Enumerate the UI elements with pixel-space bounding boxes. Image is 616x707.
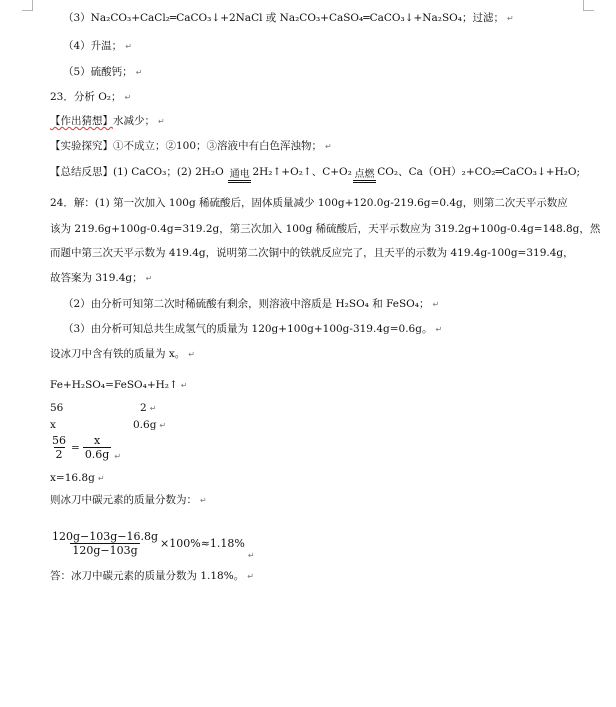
ratio-left: $\frac{56}{2}$ [52,434,66,461]
final-answer: 答：冰刀中碳元素的质量分数为 1.18%。 ↵ [50,570,254,582]
electrolysis-arrow: 通电 [227,170,252,183]
answer-24-part-3: （3）由分析可知总共生成氢气的质量为 120g+100g+100g-319.4g=0.6g。 ↵ [63,323,443,335]
molar-mass-fe: 56 [50,402,64,414]
assumption-line: 设冰刀中含有铁的质量为 x。 ↵ [50,348,195,360]
hydrogen-mass: 0.6g ↵ [133,419,167,431]
answer-24-line-1: 24．解：(1) 第一次加入 100g 稀硫酸后，固体质量减少 100g+120.0g-219.6g=0.4g，则第二次天平示数应 [50,197,568,209]
answer-24-part-2: （2）由分析可知第二次时稀硫酸有剩余，则溶液中溶质是 H₂SO₄ 和 FeSO₄； ↵ [63,298,440,310]
page-corner-mark-right [583,0,594,11]
page-corner-mark-left [22,0,33,11]
unknown-x: x [50,419,56,431]
mass-fraction-intro: 则冰刀中碳元素的质量分数为： ↵ [50,494,207,506]
answer-23-summary: 【总结反思】(1) CaCO₃；(2) 2H₂O 通电 2H₂↑+O₂↑、C+O₂ 点燃 CO₂、Ca（OH）₂+CO₂═CaCO₃↓+H₂O; [50,161,580,183]
answer-24-line-4: 故答案为 319.4g； ↵ [50,272,153,284]
answer-22-3: （3）Na₂CO₃+CaCl₂═CaCO₃↓+2NaCl 或 Na₂CO₃+CaSO₄═CaCO₃↓+Na₂SO₄；过滤； ↵ [63,12,514,24]
answer-22-4: （4）升温； ↵ [63,40,132,52]
fraction: $\frac{120g-103g-16.8g}{120g-103g}$ [52,530,159,557]
answer-23-analysis: 23．分析 O₂； ↵ [50,91,132,103]
carbon-fraction-calc: $\frac{120g-103g-16.8g}{120g-103g}$ ×100%≈1.18% ↵ [52,530,255,560]
reaction-equation: Fe+H₂SO₄=FeSO₄+H₂↑ ↵ [50,379,188,391]
x-result: x=16.8g ↵ [50,472,105,484]
answer-23-experiment: 【实验探究】①不成立；②100；③溶液中有白色浑浊物； ↵ [50,140,332,152]
ignition-arrow: 点燃 [352,170,377,183]
answer-24-line-3: 而题中第三次天平示数为 419.4g，说明第二次铜中的铁就反应完了，且天平的示数为 419.4g-100g=319.4g， [50,247,574,259]
ratio-right: $\frac{x}{0.6g}$ [84,434,110,461]
proportion-equation: $\frac{56}{2}$ = $\frac{x}{0.6g}$ ↵ [52,434,122,461]
molar-mass-h2: 2 ↵ [140,402,157,414]
answer-23-hypothesis: 【作出猜想】水减少； ↵ [50,115,165,127]
answer-24-line-2: 该为 219.6g+100g-0.4g=319.2g，第三次加入 100g 稀硫酸后，天平示数应为 319.2g+100g-0.4g=148.8g，然 [50,223,601,235]
answer-22-5: （5）硫酸钙； ↵ [63,66,143,78]
